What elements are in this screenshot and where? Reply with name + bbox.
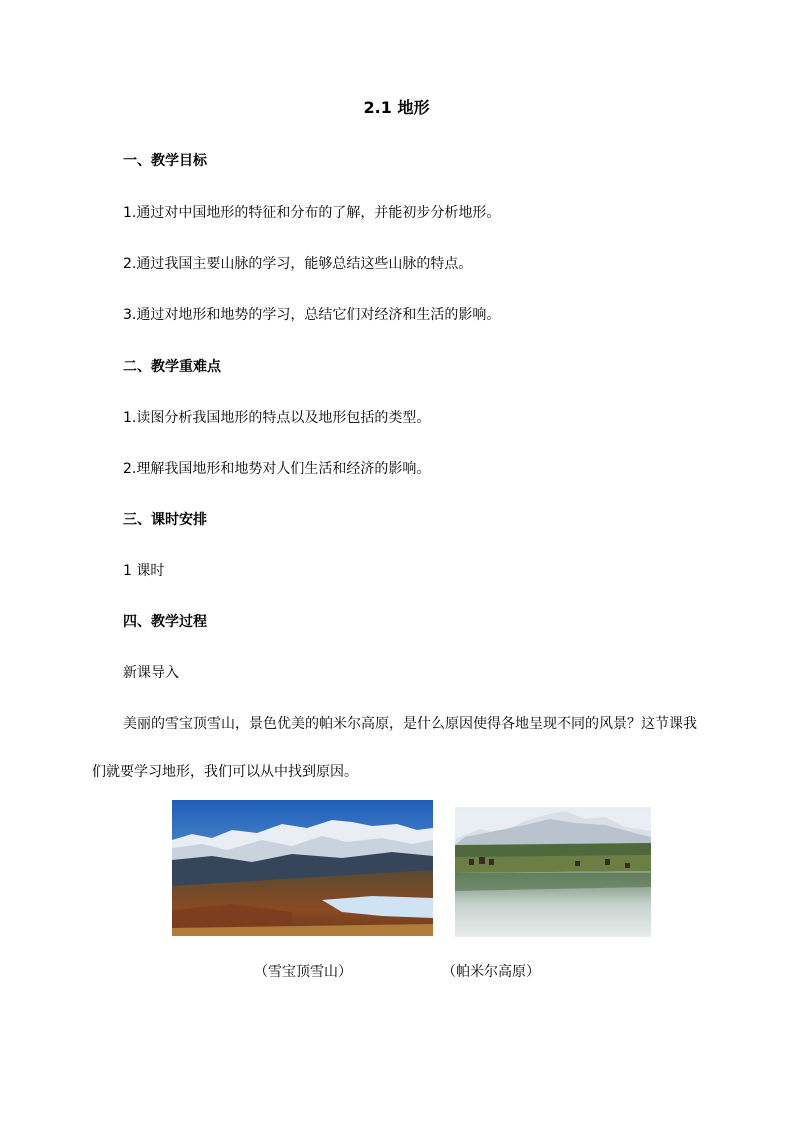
key-point-item-1: 1.读图分析我国地形的特点以及地形包括的类型。	[123, 410, 431, 426]
objective-item-1: 1.通过对中国地形的特征和分布的了解，并能初步分析地形。	[123, 205, 501, 221]
document-title: 2.1 地形	[363, 98, 430, 117]
objective-item-2: 2.通过我国主要山脉的学习，能够总结这些山脉的特点。	[123, 256, 473, 272]
pamir-plateau-image	[455, 807, 651, 937]
section-heading-objectives: 一、教学目标	[123, 153, 207, 169]
objective-item-3: 3.通过对地形和地势的学习，总结它们对经济和生活的影响。	[123, 307, 501, 323]
xuebaoding-mountain-image	[172, 800, 433, 936]
figure-caption-xuebaoding: （雪宝顶雪山）	[254, 964, 352, 980]
xuebaoding-mountain-photo	[172, 800, 433, 936]
pamir-plateau-photo	[455, 807, 651, 937]
schedule-item: 1 课时	[123, 563, 165, 579]
process-item-intro: 新课导入	[123, 665, 179, 681]
intro-paragraph: 美丽的雪宝顶雪山，景色优美的帕米尔高原，是什么原因使得各地呈现不同的风景？这节课我们就要学习地形，我们可以从中找到原因。	[92, 716, 697, 780]
section-heading-process: 四、教学过程	[123, 614, 207, 630]
key-point-item-2: 2.理解我国地形和地势对人们生活和经济的影响。	[123, 461, 431, 477]
figure-caption-pamir: （帕米尔高原）	[442, 964, 540, 980]
section-heading-schedule: 三、课时安排	[123, 512, 207, 528]
section-heading-key-points: 二、教学重难点	[123, 359, 221, 375]
